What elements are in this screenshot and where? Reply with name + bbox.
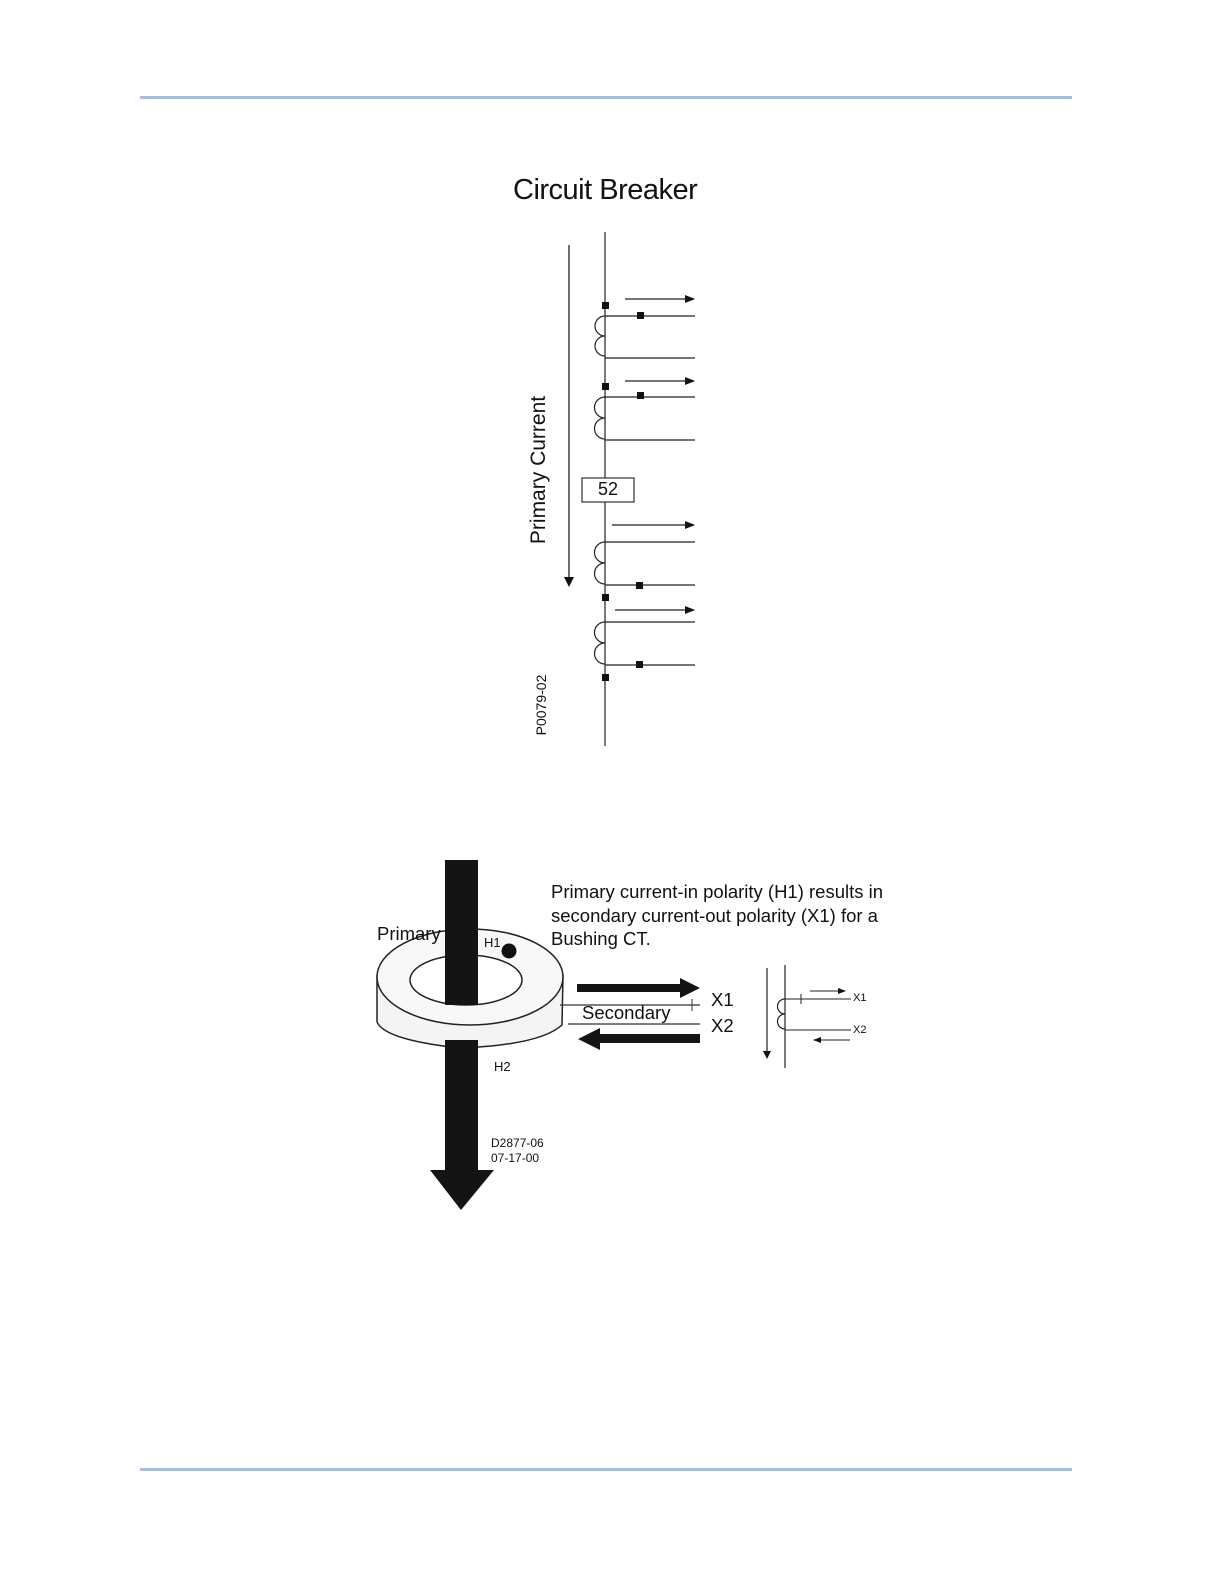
bushing-ct-caption: [551, 880, 883, 951]
circuit-breaker-title: Circuit Breaker: [513, 174, 698, 206]
breaker-52-label: 52: [597, 479, 619, 499]
secondary-label: Secondary: [582, 1002, 671, 1023]
small-x1-label: X1: [853, 992, 867, 1004]
h2-label: H2: [494, 1059, 511, 1074]
figure-id-p0079: P0079-02: [533, 674, 549, 736]
caption-line: Bushing CT.: [551, 928, 651, 949]
x2-current-in-arrow: [578, 1028, 700, 1050]
figure-id-line: D2877-06: [491, 1136, 544, 1150]
primary-arrow-head: [430, 1170, 494, 1210]
x2-label: X2: [711, 1015, 734, 1036]
primary-current-label: Primary Current: [527, 395, 550, 545]
small-ct-schematic: [763, 965, 851, 1068]
h1-label: H1: [484, 935, 501, 950]
caption-line: secondary current-out polarity (X1) for a: [551, 904, 878, 926]
x1-current-out-arrow: [577, 978, 700, 998]
caption-line: Primary current-in polarity (H1) results in: [551, 881, 884, 902]
primary-conductor-bottom: [445, 1040, 478, 1172]
primary-conductor-top: [445, 860, 478, 1005]
figure-date-line: 07-17-00: [491, 1151, 540, 1165]
small-x2-label: X2: [853, 1024, 867, 1036]
figure-id-d2877: [491, 1136, 544, 1166]
primary-label: Primary: [377, 923, 441, 944]
x1-label: X1: [711, 989, 734, 1010]
h1-polarity-dot: [502, 944, 517, 959]
